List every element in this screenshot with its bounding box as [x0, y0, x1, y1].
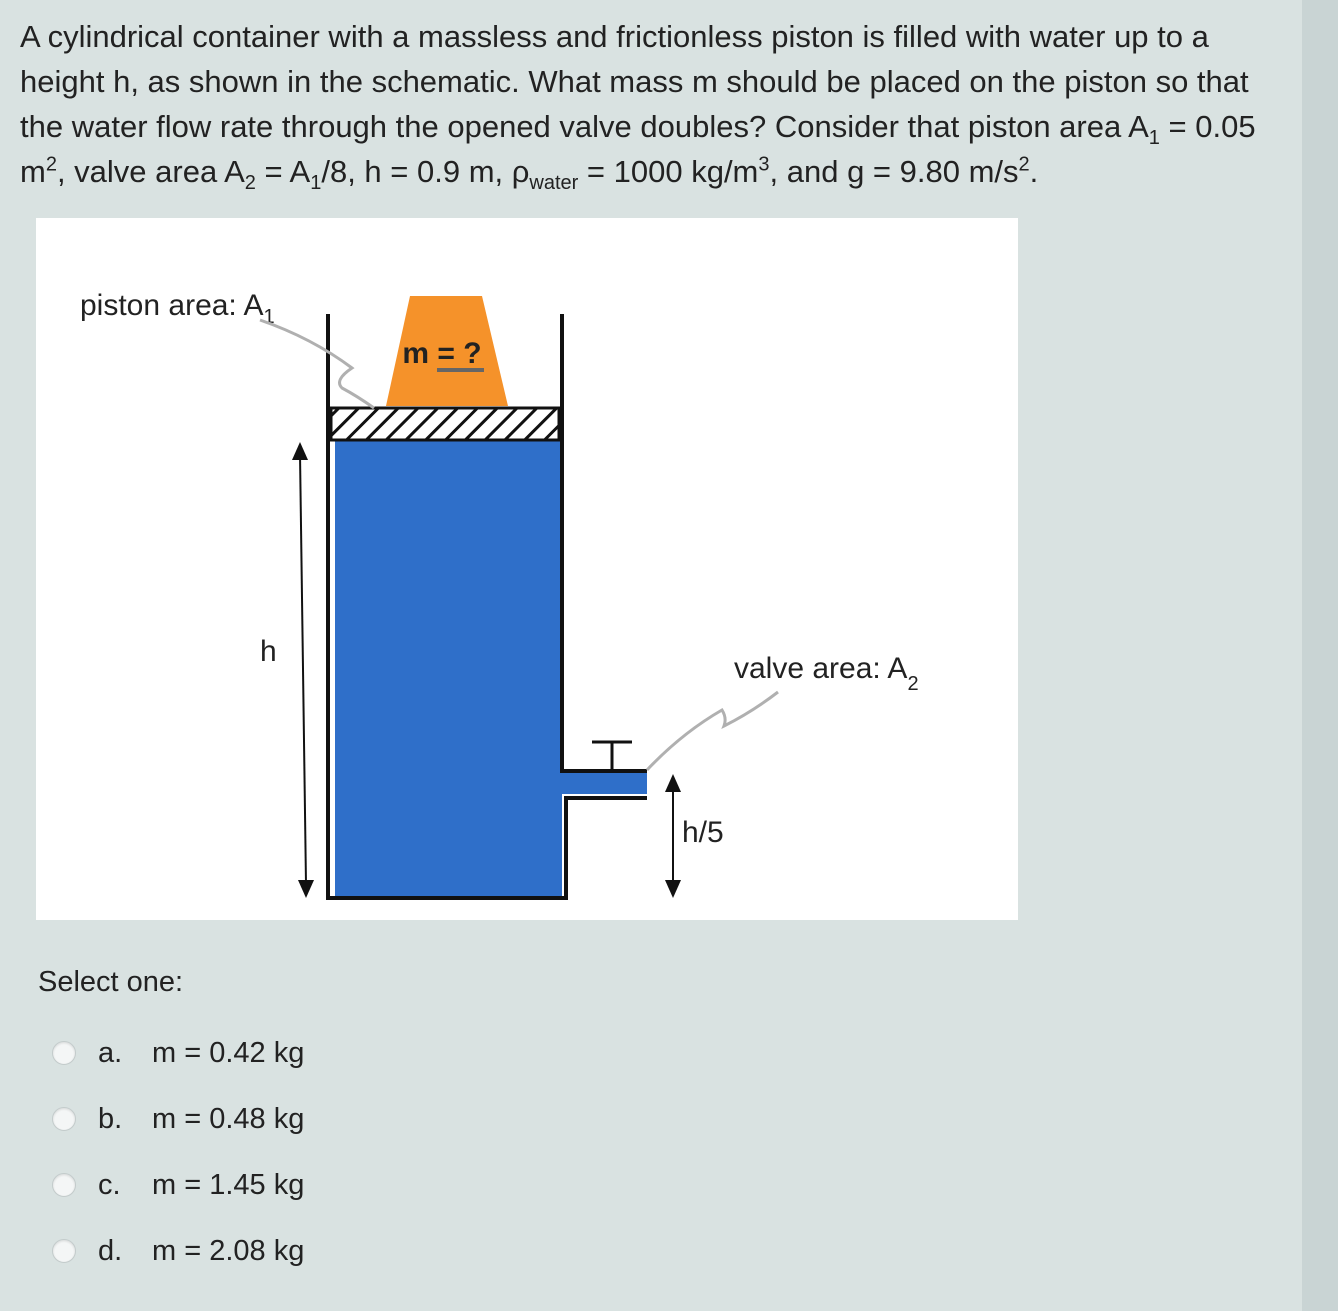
- option-d[interactable]: [52, 1218, 304, 1284]
- question-superscript: 2: [45, 153, 57, 176]
- option-c[interactable]: [52, 1152, 304, 1218]
- question-part: .: [1029, 154, 1039, 189]
- question-part: = 0.05 m: [20, 109, 1256, 189]
- question-part: /8, h = 0.9 m, ρ: [321, 154, 530, 189]
- option-letter: c.: [98, 1168, 121, 1201]
- question-superscript: 2: [1018, 153, 1030, 176]
- radio-button-d[interactable]: [52, 1239, 76, 1263]
- option-text: m = 1.45 kg: [152, 1168, 305, 1201]
- answer-options: [52, 1020, 304, 1284]
- question-part: A cylindrical container with a massless and frictionless piston is filled with water up to a height h, as shown in the schematic. What mass m should be placed on the piston so that the water flow rate through the opened valve doubles? Consider that piston area A: [20, 19, 1249, 144]
- option-text: m = 2.08 kg: [152, 1234, 305, 1267]
- question-part: = A: [255, 154, 311, 189]
- h5-label: h/5: [682, 816, 724, 849]
- option-a[interactable]: [52, 1020, 304, 1086]
- question-subscript: 1: [310, 172, 322, 195]
- option-b[interactable]: [52, 1086, 304, 1152]
- option-letter: d.: [98, 1234, 123, 1267]
- question-part: , valve area A: [56, 154, 245, 189]
- mass-label: m = ?: [402, 337, 482, 370]
- question-subscript: water: [529, 172, 579, 195]
- schematic-figure: [22, 208, 1022, 920]
- radio-button-b[interactable]: [52, 1107, 76, 1131]
- radio-button-c[interactable]: [52, 1173, 76, 1197]
- h-label: h: [260, 635, 277, 668]
- schematic-svg: [22, 208, 1022, 920]
- question-superscript: 3: [758, 153, 770, 176]
- question-subscript: 2: [244, 172, 256, 195]
- piston: [331, 408, 559, 440]
- option-letter: a.: [98, 1036, 123, 1069]
- option-text: m = 0.48 kg: [152, 1102, 305, 1135]
- question-part: = 1000 kg/m: [578, 154, 759, 189]
- radio-button-a[interactable]: [52, 1041, 76, 1065]
- question-part: , and g = 9.80 m/s: [769, 154, 1019, 189]
- question-text: [20, 14, 1290, 194]
- question-subscript: 1: [1148, 127, 1160, 150]
- piston-area-label: piston area: $A_1$: [80, 289, 275, 328]
- valve-area-label: valve area: $A_2$: [734, 652, 919, 695]
- option-text: m = 0.42 kg: [152, 1036, 305, 1069]
- select-one-label: Select one:: [38, 966, 184, 998]
- option-letter: b.: [98, 1102, 123, 1135]
- page-right-edge: [1302, 0, 1338, 1311]
